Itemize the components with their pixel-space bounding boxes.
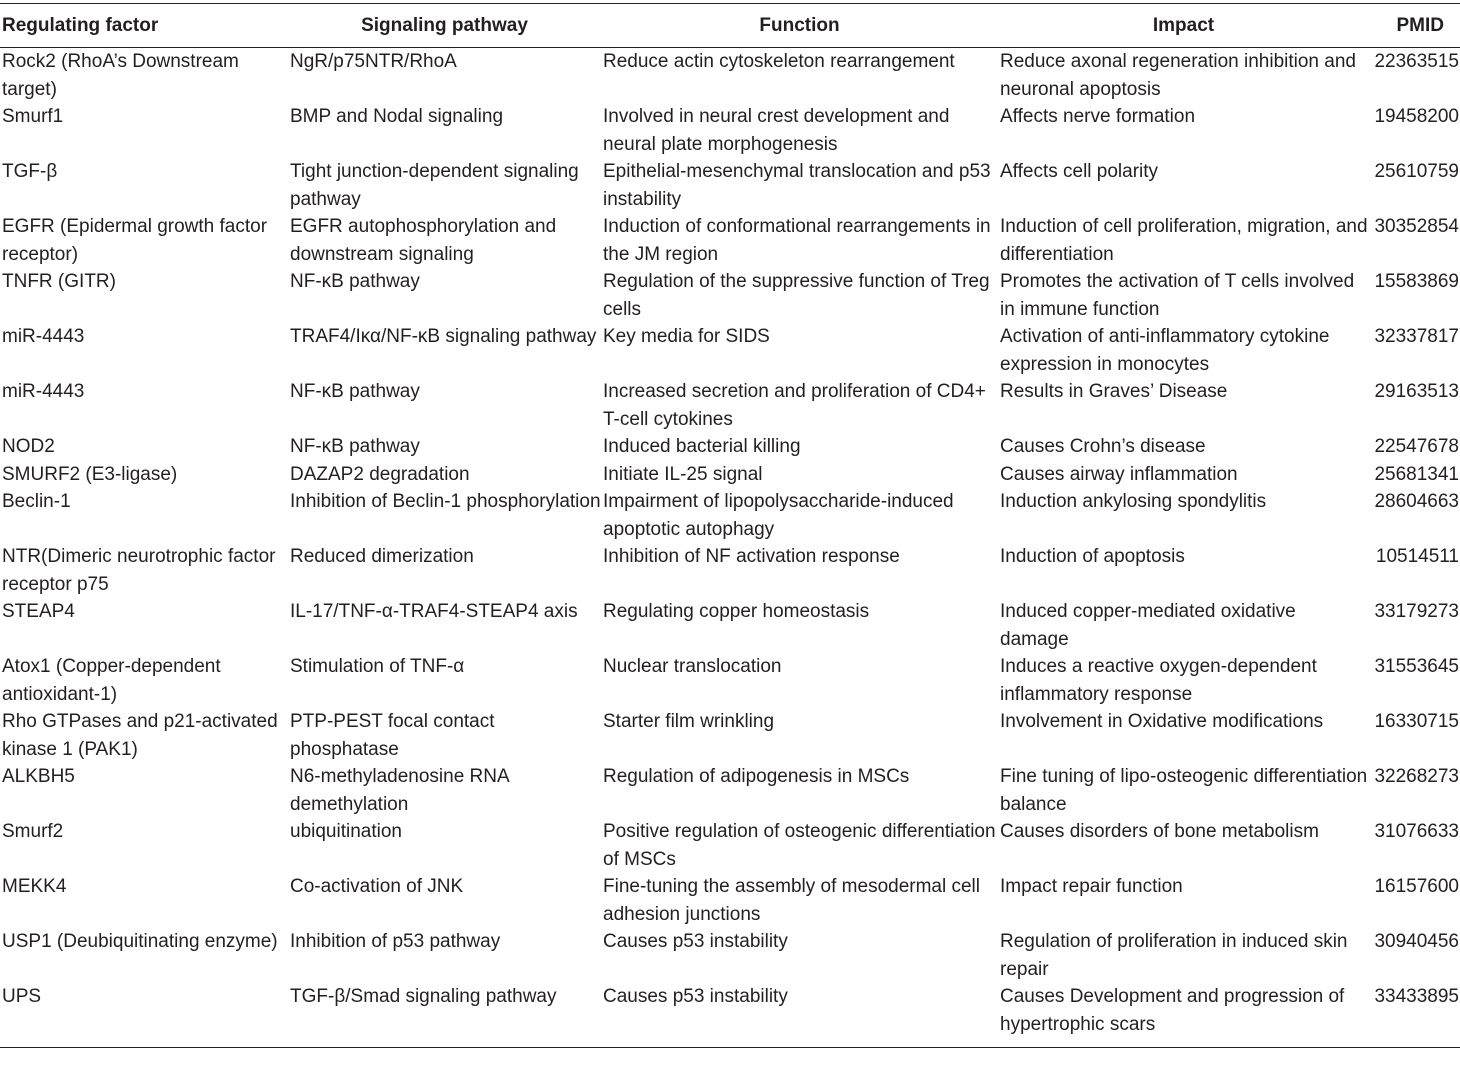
function-cell: Fine-tuning the assembly of mesodermal cell adhesion junctions: [603, 876, 981, 925]
pmid-cell: 22363515: [1374, 51, 1459, 72]
table-body: [0, 48, 1460, 1048]
function-cell: Increased secretion and proliferation of CD4+ T-cell cytokines: [603, 381, 986, 430]
pmid-cell: 30352854: [1374, 216, 1459, 237]
impact-cell: Causes Development and progression of hypertrophic scars: [1000, 986, 1345, 1035]
signaling-pathway-cell: EGFR autophosphorylation and downstream signaling: [290, 216, 557, 265]
signaling-pathway-cell: Inhibition of Beclin-1 phosphorylation: [290, 491, 601, 512]
table-row: [0, 268, 1460, 323]
signaling-pathway-cell: DAZAP2 degradation: [290, 463, 470, 485]
impact-cell: Fine tuning of lipo-osteogenic differentiation balance: [1000, 766, 1368, 815]
function-cell: Initiate IL-25 signal: [603, 463, 763, 485]
regulating-factor-cell: TNFR (GITR): [2, 271, 116, 292]
signaling-pathway-cell: PTP-PEST focal contact phosphatase: [290, 711, 495, 760]
regulating-factor-cell: UPS: [2, 986, 42, 1007]
signaling-pathway-cell: IL-17/TNF-α-TRAF4-STEAP4 axis: [290, 601, 578, 622]
table-row: [0, 763, 1460, 818]
regulating-factor-cell: TGF-β: [2, 161, 58, 182]
table-row: [0, 818, 1460, 873]
impact-cell: Affects cell polarity: [1000, 161, 1159, 182]
impact-cell: Results in Graves’ Disease: [1000, 381, 1228, 402]
function-cell: Impairment of lipopolysaccharide-induced apoptotic autophagy: [603, 491, 954, 540]
function-cell: Starter film wrinkling: [603, 711, 775, 732]
header-function: Function: [759, 14, 840, 36]
regulating-factor-cell: miR-4443: [2, 326, 85, 347]
signaling-pathway-cell: NF-κB pathway: [290, 271, 420, 292]
pmid-cell: 33433895: [1374, 986, 1459, 1007]
regulating-factor-cell: STEAP4: [2, 601, 75, 622]
regulating-factor-cell: Smurf2: [2, 821, 64, 842]
function-cell: Reduce actin cytoskeleton rearrangement: [603, 51, 955, 72]
header-regulating-factor: Regulating factor: [2, 14, 159, 36]
impact-cell: Activation of anti-inflammatory cytokine expression in monocytes: [1000, 326, 1330, 375]
regulating-factor-cell: MEKK4: [2, 876, 67, 897]
pmid-cell: 30940456: [1374, 931, 1459, 952]
pmid-cell: 32337817: [1374, 326, 1459, 347]
impact-cell: Induction of apoptosis: [1000, 546, 1185, 567]
signaling-pathway-cell: Reduced dimerization: [290, 546, 474, 567]
function-cell: Epithelial-mesenchymal translocation and p53 instability: [603, 161, 991, 210]
signaling-pathway-cell: TRAF4/Iκα/NF-κB signaling pathway: [290, 326, 597, 347]
regulating-factor-cell: Rock2 (RhoA’s Downstream target): [2, 51, 239, 100]
function-cell: Regulation of adipogenesis in MSCs: [603, 766, 910, 787]
regulating-factor-cell: Smurf1: [2, 106, 64, 127]
pmid-cell: 25681341: [1374, 463, 1459, 485]
header-impact: Impact: [1152, 14, 1215, 36]
impact-cell: Induction ankylosing spondylitis: [1000, 491, 1267, 512]
signaling-pathway-cell: ubiquitination: [290, 821, 402, 842]
impact-cell: Regulation of proliferation in induced skin repair: [1000, 931, 1348, 980]
regulating-factor-cell: NOD2: [2, 436, 55, 457]
function-cell: Induced bacterial killing: [603, 436, 801, 457]
function-cell: Inhibition of NF activation response: [603, 546, 900, 567]
table-row: [0, 543, 1460, 598]
table-row: [0, 48, 1460, 104]
impact-cell: Impact repair function: [1000, 876, 1183, 897]
function-cell: Key media for SIDS: [603, 326, 770, 347]
signaling-pathway-cell: Tight junction-dependent signaling pathway: [290, 161, 579, 210]
pmid-cell: 22547678: [1374, 436, 1459, 457]
impact-cell: Promotes the activation of T cells involved in immune function: [1000, 271, 1355, 320]
regulating-factor-cell: Atox1 (Copper-dependent antioxidant-1): [2, 656, 221, 705]
function-cell: Nuclear translocation: [603, 656, 782, 677]
header-row: [0, 4, 1460, 48]
regulating-factor-cell: ALKBH5: [2, 766, 75, 787]
table-row: [0, 598, 1460, 653]
function-cell: Involved in neural crest development and neural plate morphogenesis: [603, 106, 950, 155]
pmid-cell: 25610759: [1374, 161, 1459, 182]
table-row: [0, 928, 1460, 983]
signaling-pathway-cell: Co-activation of JNK: [290, 876, 464, 897]
table-header: [0, 4, 1460, 48]
function-cell: Regulation of the suppressive function of Treg cells: [603, 271, 990, 320]
impact-cell: Causes airway inflammation: [1000, 463, 1238, 485]
table-row: [0, 103, 1460, 158]
table-row: [0, 378, 1460, 433]
pmid-cell: 16157600: [1374, 876, 1459, 897]
regulating-factor-cell: Rho GTPases and p21-activated kinase 1 (PAK1): [2, 711, 278, 760]
impact-cell: Affects nerve formation: [1000, 106, 1196, 127]
table-row: [0, 873, 1460, 928]
impact-cell: Causes Crohn’s disease: [1000, 436, 1206, 457]
regulating-factors-table: [0, 3, 1460, 1048]
header-signaling-pathway: Signaling pathway: [361, 14, 528, 36]
impact-cell: Induces a reactive oxygen-dependent inflammatory response: [1000, 656, 1317, 705]
pmid-cell: 19458200: [1374, 106, 1459, 127]
pmid-cell: 16330715: [1374, 711, 1459, 732]
table-row: [0, 461, 1460, 489]
impact-cell: Reduce axonal regeneration inhibition and neuronal apoptosis: [1000, 51, 1356, 100]
regulating-factor-cell: EGFR (Epidermal growth factor receptor): [2, 216, 268, 265]
signaling-pathway-cell: NF-κB pathway: [290, 436, 420, 457]
signaling-pathway-cell: Inhibition of p53 pathway: [290, 931, 501, 952]
function-cell: Causes p53 instability: [603, 931, 788, 952]
pmid-cell: 10514511: [1375, 546, 1459, 567]
signaling-pathway-cell: TGF-β/Smad signaling pathway: [290, 986, 557, 1007]
table-row: [0, 653, 1460, 708]
impact-cell: Causes disorders of bone metabolism: [1000, 821, 1319, 842]
signaling-pathway-cell: N6-methyladenosine RNA demethylation: [290, 766, 509, 815]
table-row: [0, 158, 1460, 213]
function-cell: Induction of conformational rearrangements in the JM region: [603, 216, 991, 265]
table-row: [0, 488, 1460, 543]
signaling-pathway-cell: NF-κB pathway: [290, 381, 420, 402]
header-pmid: PMID: [1396, 14, 1444, 36]
regulating-factor-cell: SMURF2 (E3-ligase): [2, 463, 178, 485]
signaling-pathway-cell: BMP and Nodal signaling: [290, 106, 504, 127]
regulating-factor-cell: NTR(Dimeric neurotrophic factor receptor p75: [2, 546, 276, 595]
pmid-cell: 28604663: [1374, 491, 1459, 512]
impact-cell: Induced copper-mediated oxidative damage: [1000, 601, 1296, 650]
table-row: [0, 213, 1460, 268]
impact-cell: Involvement in Oxidative modifications: [1000, 711, 1324, 732]
signaling-pathway-cell: Stimulation of TNF-α: [290, 656, 465, 677]
pmid-cell: 15583869: [1374, 271, 1459, 292]
table-row: [0, 433, 1460, 461]
regulating-factor-cell: miR-4443: [2, 381, 85, 402]
pmid-cell: 32268273: [1374, 766, 1459, 787]
table-row: [0, 323, 1460, 378]
impact-cell: Induction of cell proliferation, migration, and differentiation: [1000, 216, 1368, 265]
function-cell: Regulating copper homeostasis: [603, 601, 870, 622]
function-cell: Positive regulation of osteogenic differentiation of MSCs: [603, 821, 996, 870]
signaling-pathway-cell: NgR/p75NTR/RhoA: [290, 51, 457, 72]
regulating-factor-cell: Beclin-1: [2, 491, 71, 512]
function-cell: Causes p53 instability: [603, 986, 788, 1007]
pmid-cell: 33179273: [1374, 601, 1459, 622]
pmid-cell: 29163513: [1374, 381, 1459, 402]
regulating-factor-cell: USP1 (Deubiquitinating enzyme): [2, 931, 278, 952]
table-row: [0, 708, 1460, 763]
pmid-cell: 31076633: [1374, 821, 1459, 842]
table-row: [0, 983, 1460, 1048]
pmid-cell: 31553645: [1374, 656, 1459, 677]
